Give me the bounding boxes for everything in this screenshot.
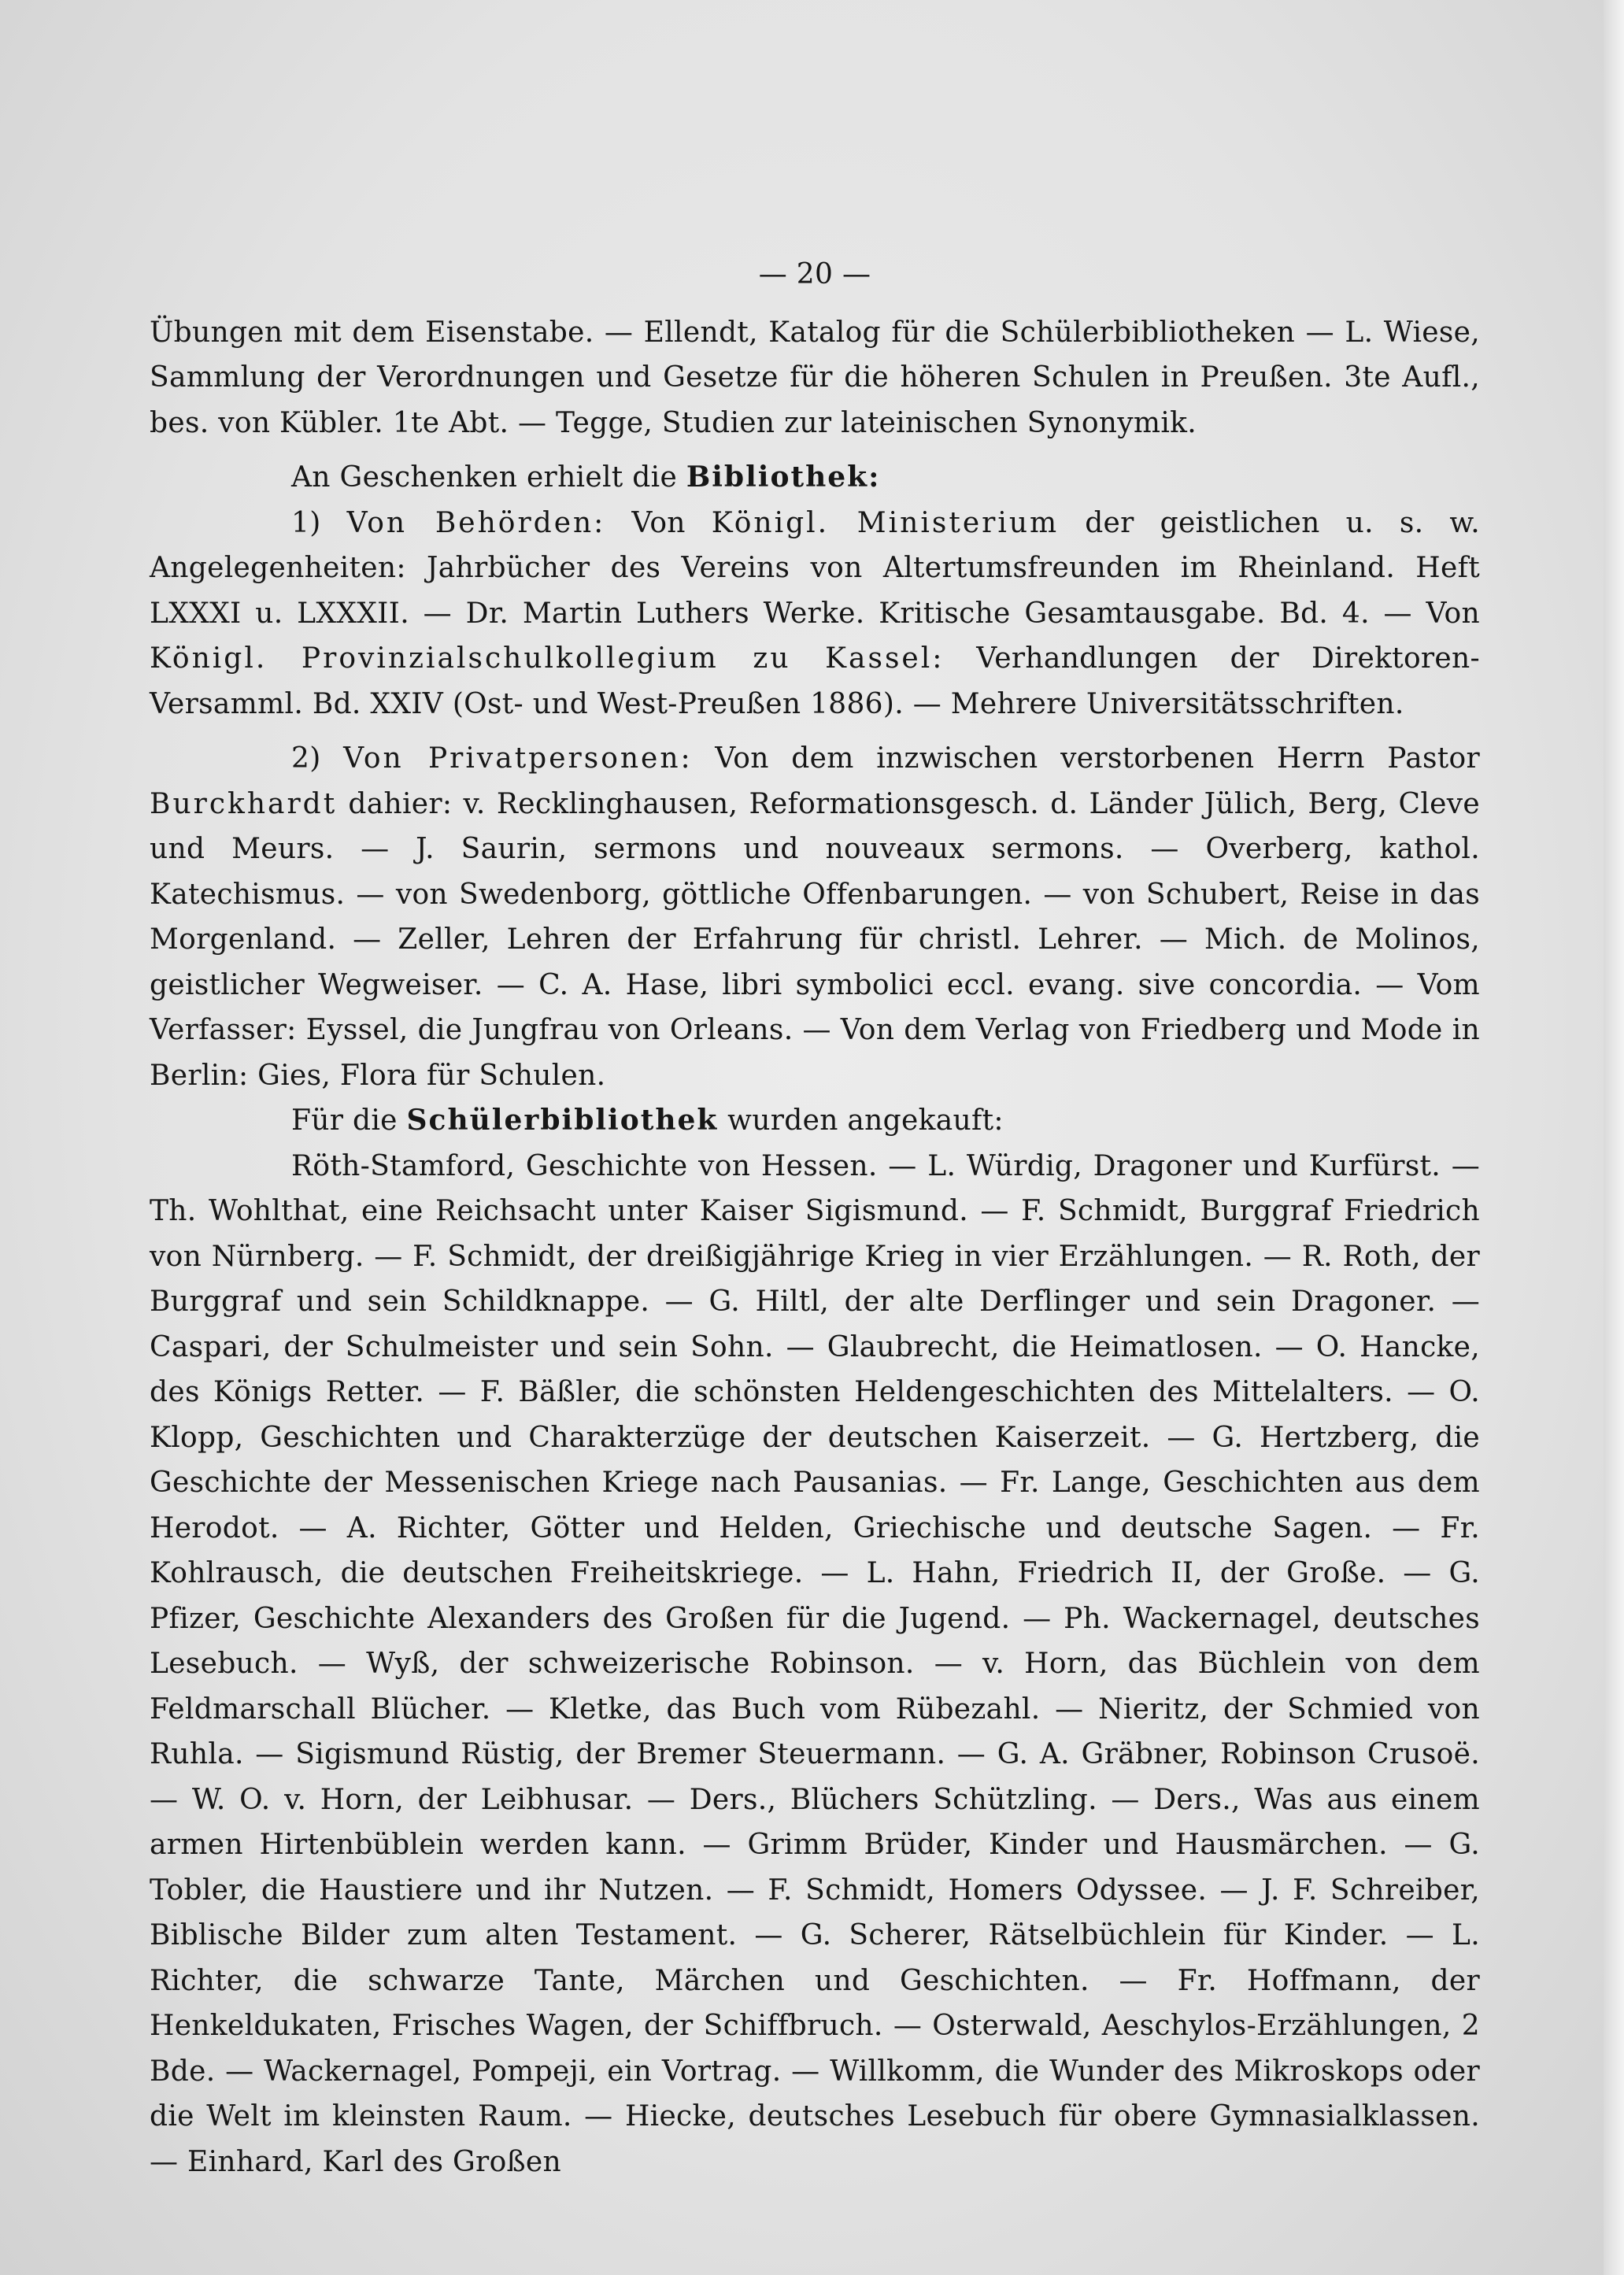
schuelerbib-lead: Für die bbox=[291, 1104, 407, 1137]
privat-number: 2) bbox=[291, 742, 344, 775]
geschenke-heading bbox=[150, 455, 1480, 501]
geschenke-lead: An Geschenken erhielt die bbox=[291, 461, 686, 494]
schuelerbib-tail: wurden angekauft: bbox=[718, 1104, 1004, 1137]
schuelerbibliothek-label: Schülerbibliothek bbox=[406, 1104, 719, 1137]
behoerden-text-3: Verhandlungen der Direktoren-Versamml. Bd. XXIV (Ost- und West-Preußen 1886). — Mehrere Universitätsschriften. bbox=[150, 642, 1480, 720]
page-edge bbox=[1604, 0, 1624, 2275]
privat-heading: Von Privatpersonen: bbox=[343, 742, 693, 775]
behoerden-text-1: Von bbox=[605, 506, 712, 539]
angekauft-paragraph: Röth-Stamford, Geschichte von Hessen. — L. Würdig, Dragoner und Kurfürst. — Th. Wohlthat, eine Reichsacht unter Kaiser Sigismund. — F. Schmidt, Burggraf Friedrich von Nürnberg. — F. Schmidt, der dreißigjährige Krieg in vier Erzählungen. — R. Roth, der Burggraf und sein Schildknappe. — G. Hiltl, der alte Derflinger und sein Dragoner. — Caspari, der Schulmeister und sein Sohn. — Glaubrecht, die Heimatlosen. — O. Hancke, des Königs Retter. — F. Bäßler, die schönsten Heldengeschichten des Mittelalters. — O. Klopp, Geschichten und Charakterzüge der deutschen Kaiserzeit. — G. Hertzberg, die Geschichte der Messenischen Kriege nach Pausanias. — Fr. Lange, Geschichten aus dem Herodot. — A. Richter, Götter und Helden, Griechische und deutsche Sagen. — Fr. Kohlrausch, die deutschen Freiheitskriege. — L. Hahn, Friedrich II, der Große. — G. Pfizer, Geschichte Alexanders des Großen für die Jugend. — Ph. Wackernagel, deutsches Lesebuch. — Wyß, der schweizerische Robinson. — v. Horn, das Büchlein von dem Feldmarschall Blücher. — Kletke, das Buch vom Rübezahl. — Nieritz, der Schmied von Ruhla. — Sigismund Rüstig, der Bremer Steuermann. — G. A. Gräbner, Robinson Crusoë. — W. O. v. Horn, der Leibhusar. — Ders., Blüchers Schützling. — Ders., Was aus einem armen Hirtenbüblein werden kann. — Grimm Brüder, Kinder und Hausmärchen. — G. Tobler, die Haustiere und ihr Nutzen. — F. Schmidt, Homers Odyssee. — J. F. Schreiber, Biblische Bilder zum alten Testament. — G. Scherer, Rätselbüchlein für Kinder. — L. Richter, die schwarze Tante, Märchen und Geschichten. — Fr. Hoffmann, der Henkeldukaten, Frisches Wagen, der Schiffbruch. — Osterwald, Aeschylos-Erzählungen, 2 Bde. — Wackernagel, Pompeji, ein Vortrag. — Willkomm, die Wunder des Mikroskops oder die Welt im kleinsten Raum. — Hiecke, deutsches Lesebuch für obere Gymnasialklassen. — Einhard, Karl des Großen bbox=[150, 1149, 1480, 2178]
page-number: — 20 — bbox=[758, 258, 871, 290]
behoerden-heading: Von Behörden: bbox=[346, 506, 606, 539]
document-page bbox=[150, 252, 1480, 2184]
bibliothek-label: Bibliothek: bbox=[686, 461, 881, 494]
privat-paragraph bbox=[150, 736, 1480, 1098]
privat-text-2: dahier: v. Recklinghausen, Reformationsgesch. d. Länder Jülich, Berg, Cleve und Meurs. — J. Saurin, sermons und nouveaux sermons. — Overberg, kathol. Katechismus. — von Swedenborg, göttliche Offenbarungen. — von Schubert, Reise in das Morgenland. — Zeller, Lehren der Erfahrung für christl. Lehrer. — Mich. de Molinos, geistlicher Wegweiser. — C. A. Hase, libri symbolici eccl. evang. sive concordia. — Vom Verfasser: Eyssel, die Jungfrau von Orleans. — Von dem Verlag von Friedberg und Mode in Berlin: Gies, Flora für Schulen. bbox=[150, 787, 1480, 1092]
provinzialschulkollegium: Königl. Provinzialschulkollegium zu Kassel: bbox=[150, 642, 945, 675]
burckhardt-name: Burckhardt bbox=[150, 787, 338, 820]
behoerden-paragraph bbox=[150, 501, 1480, 727]
koenigl-ministerium: Königl. Ministerium bbox=[711, 506, 1060, 539]
intro-paragraph: Übungen mit dem Eisenstabe. — Ellendt, Katalog für die Schülerbibliotheken — L. Wiese, Sammlung der Verordnungen und Gesetze für die höheren Schulen in Preußen. 3te Aufl., bes. von Kübler. 1te Abt. — Tegge, Studien zur lateinischen Synonymik. bbox=[150, 316, 1480, 439]
schuelerbibliothek-heading bbox=[150, 1098, 1480, 1144]
behoerden-number: 1) bbox=[291, 506, 347, 539]
privat-text-1: Von dem inzwischen verstorbenen Herrn Pastor bbox=[692, 742, 1480, 775]
behoerden-text-2: der geistlichen u. s. w. Angelegenheiten: Jahrbücher des Vereins von Altertumsfreunden im Rheinland. Heft LXXXI u. LXXXII. — Dr. Martin Luthers Werke. Kritische Gesamtausgabe. Bd. 4. — Von bbox=[150, 506, 1480, 630]
